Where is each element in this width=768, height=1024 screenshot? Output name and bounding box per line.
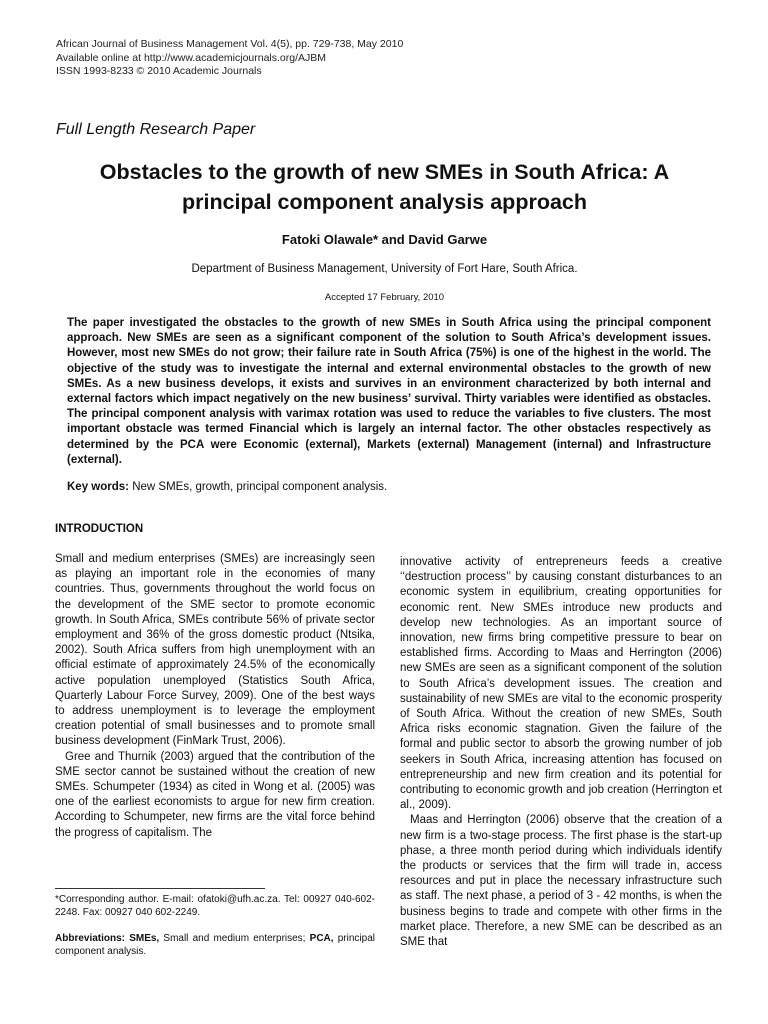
abstract: The paper investigated the obstacles to the growth of new SMEs in South Africa using the principal component approach. New SMEs are seen as a significant component of the solution to South Africa’s development issues. However, most new SMEs do not grow; their failure rate in South Africa (75%) is one of the highest in the world. The objective of the study was to investigate the internal and external environmental obstacles to the growth of new SMEs. As a new business develops, it exists and survives in an environment characterized by both internal and external factors which impact negatively on the new business’ survival. Thirty variables were identified as obstacles. The principal component analysis with varimax rotation was used to reduce the variables to five clusters. The most important obstacle was termed Financial which is largely an internal factor. The other obstacles respectively as determined by the PCA were Economic (external), Markets (external) Management (internal) and Infrastructure (external).	[67, 317, 711, 466]
paragraph: Maas and Herrington (2006) observe that the creation of a new firm is a two-stage process. The first phase is the start-up phase, a three month period during which individuals identify the products or services that the firm will trade in, access resources and put in place the necessary infrastructure such as staff. The next phase, a period of 3 - 42 months, is when the business begins to trade and compete with other firms in the market place. Therefore, a new SME can be described as an SME that	[400, 814, 722, 949]
keywords-label: Key words:	[67, 481, 129, 493]
paper-title: Obstacles to the growth of new SMEs in South Africa: A principal component analysis approach	[99, 160, 670, 214]
authors: Fatoki Olawale* and David Garwe	[281, 232, 488, 247]
keywords	[67, 481, 711, 493]
keywords-text: New SMEs, growth, principal component analysis.	[129, 481, 388, 493]
paragraph: innovative activity of entrepreneurs feeds a creative ‘‘destruction process’’ by causing constant disturbances to an economic system in equilibrium, creating opportunities for economic rent. New SMEs introduce new products and develop new technologies. As an important source of innovation, new firms bring competitive pressure to bear on established firms. According to Maas and Herrington (2006) new SMEs are seen as a significant component of the solution to South Africa’s development issues. The creation and sustainability of new SMEs are vital to the economic prosperity of South Africa. Without the creation of new SMEs, South Africa risks economic stagnation. Given the failure of the formal and public sector to absorb the growing number of job seekers in South Africa, increasing attention has focused on entrepreneurship and new firm creation and its potential for contributing to economic growth and job creation (Herrington et al., 2009).	[400, 556, 722, 812]
abbreviations-note	[55, 932, 375, 958]
footnote-divider	[55, 888, 265, 889]
right-column	[400, 555, 722, 950]
abbrev-label-pca: PCA,	[309, 933, 334, 944]
paper-type: Full Length Research Paper	[56, 121, 256, 138]
left-column	[55, 552, 375, 841]
journal-header	[56, 38, 403, 79]
accepted-date: Accepted 17 February, 2010	[324, 292, 445, 303]
section-heading-introduction: INTRODUCTION	[55, 523, 144, 535]
paragraph: Small and medium enterprises (SMEs) are increasingly seen as playing an important role in the economies of many countries. Thus, governments throughout the world focus on the development of the SME sector to promote economic growth. In South Africa, SMEs contribute 56% of private sector employment and 36% of the gross domestic product (Ntsika, 2002). South Africa suffers from high unemployment with an official estimate of approximately 24.5% of the economically active population unemployed (Statistics South Africa, Quarterly Labour Force Survey, 2009). One of the best ways to address unemployment is to leverage the employment creation potential of small businesses and to promote small business development (FinMark Trust, 2006).	[55, 553, 375, 748]
journal-citation: African Journal of Business Management Vol. 4(5), pp. 729-738, May 2010	[56, 38, 404, 50]
affiliation: Department of Business Management, University of Fort Hare, South Africa.	[191, 263, 578, 275]
journal-url[interactable]: Available online at http://www.academicjournals.org/AJBM	[56, 51, 327, 64]
journal-issn: ISSN 1993-8233 © 2010 Academic Journals	[56, 65, 262, 77]
abbrev-label-smes: Abbreviations: SMEs,	[55, 933, 160, 944]
corresponding-author-footnote: *Corresponding author. E-mail: ofatoki@ufh.ac.za. Tel: 00927 040-602-2248. Fax: 00927 040 602-2249.	[55, 894, 375, 918]
paragraph: Gree and Thurnik (2003) argued that the contribution of the SME sector cannot be sustained without the creation of new SMEs. Schumpeter (1934) as cited in Wong et al. (2005) was one of the earliest economists to argue for new firm creation. According to Schumpeter, new firms are the vital force behind the progress of capitalism. The	[55, 750, 375, 839]
abbrev-text-smes: Small and medium enterprises;	[159, 933, 310, 944]
abbrev-text-pca: principal component analysis.	[55, 933, 375, 957]
